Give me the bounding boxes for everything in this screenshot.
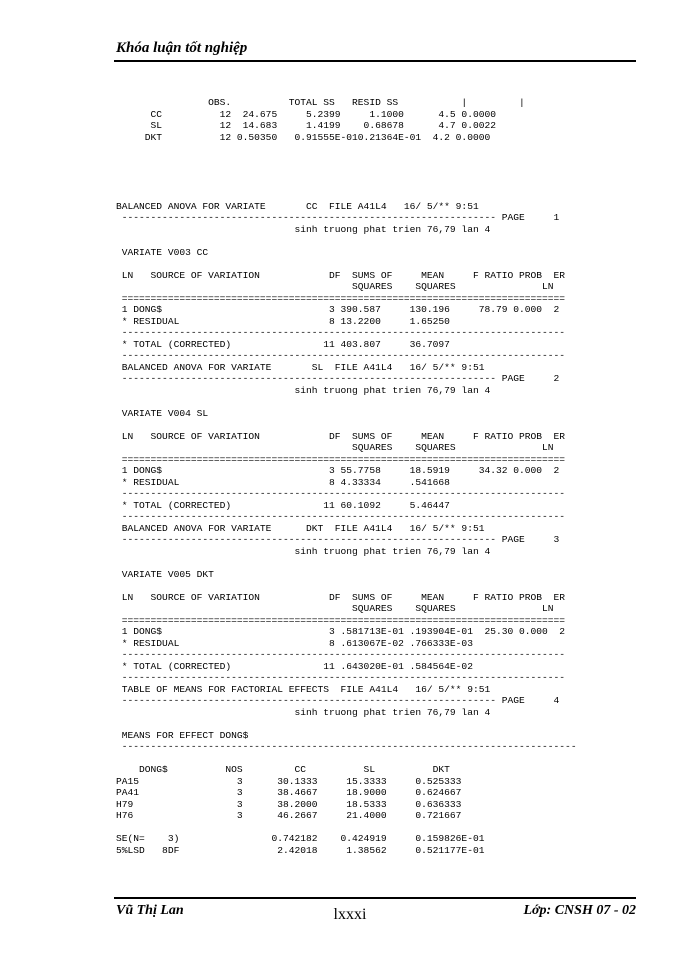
output-line — [116, 557, 577, 569]
output-line: * RESIDUAL 8 4.33334 .541668 — [116, 476, 450, 488]
output-line: BALANCED ANOVA FOR VARIATE DKT FILE A41L4 16/ 5/** 9:51 — [116, 522, 485, 534]
output-line: sinh truong phat trien 76,79 lan 4 — [116, 706, 491, 718]
output-line: PA41 3 38.4667 18.9000 0.624667 — [116, 787, 462, 798]
output-line: 1 DONG$ 3 .581713E-01 .193904E-01 25.30 0.000 2 — [116, 626, 566, 637]
output-line: ----------------------------------------------------------------------------- — [116, 672, 566, 683]
output-line: ----------------------------------------------------------------- PAGE 4 — [116, 695, 560, 706]
output-line: ----------------------------------------------------------------- PAGE 2 — [116, 373, 560, 384]
output-line — [116, 178, 577, 190]
output-line: PA15 3 30.1333 15.3333 0.525333 — [116, 775, 462, 787]
output-line: 5%LSD 8DF 2.42018 1.38562 0.521177E-01 — [116, 844, 485, 856]
output-line: * RESIDUAL 8 13.2200 1.65250 — [116, 315, 450, 327]
output-line: * RESIDUAL 8 .613067E-02 .766333E-03 — [116, 637, 473, 649]
header-title: Khóa luận tốt nghiệp — [116, 40, 248, 56]
output-line: LN SOURCE OF VARIATION DF SUMS OF MEAN F RATIO PROB ER — [116, 269, 566, 281]
output-line — [116, 155, 577, 167]
output-line: VARIATE V004 SL — [116, 407, 209, 419]
output-line — [116, 822, 577, 834]
output-line: H79 3 38.2000 18.5333 0.636333 — [116, 798, 462, 810]
output-line: ----------------------------------------------------------------------------- — [116, 649, 566, 660]
output-line: SQUARES SQUARES LN — [116, 603, 554, 614]
output-line: * TOTAL (CORRECTED) 11 403.807 36.7097 — [116, 338, 450, 350]
output-line: ============================================================================= — [116, 292, 566, 304]
output-line — [116, 235, 577, 247]
output-line: ----------------------------------------------------------------- PAGE 3 — [116, 534, 560, 545]
output-line: LN SOURCE OF VARIATION DF SUMS OF MEAN F RATIO PROB ER — [116, 591, 566, 603]
output-line: ============================================================================= — [116, 614, 566, 626]
output-line: ----------------------------------------------------------------------------- — [116, 488, 566, 499]
output-line: sinh truong phat trien 76,79 lan 4 — [116, 545, 491, 557]
output-line: ------------------------------------------------------------------------------- — [116, 741, 577, 752]
output-line: 1 DONG$ 3 390.587 130.196 78.79 0.000 2 — [116, 304, 560, 315]
output-line: DKT 12 0.50350 0.91555E-010.21364E-01 4.2 0.0000 — [116, 131, 491, 143]
output-line: sinh truong phat trien 76,79 lan 4 — [116, 384, 491, 396]
output-line: SE(N= 3) 0.742182 0.424919 0.159826E-01 — [116, 833, 485, 844]
output-line: 1 DONG$ 3 55.7758 18.5919 34.32 0.000 2 — [116, 465, 560, 476]
header-rule — [114, 60, 636, 62]
output-line: H76 3 46.2667 21.4000 0.721667 — [116, 810, 462, 821]
output-line: BALANCED ANOVA FOR VARIATE SL FILE A41L4 16/ 5/** 9:51 — [116, 361, 485, 373]
statistical-output — [116, 97, 577, 856]
output-line — [116, 143, 577, 155]
output-line — [116, 258, 577, 270]
output-line: ----------------------------------------------------------------------------- — [116, 327, 566, 338]
footer-author: Vũ Thị Lan — [116, 903, 184, 918]
output-line — [116, 753, 577, 765]
output-line — [116, 166, 577, 178]
output-line: * TOTAL (CORRECTED) 11 60.1092 5.46447 — [116, 499, 450, 511]
page-number: lxxxi — [333, 906, 367, 923]
output-line — [116, 580, 577, 592]
footer-class: Lớp: CNSH 07 - 02 — [523, 903, 636, 918]
output-line: * TOTAL (CORRECTED) 11 .643020E-01 .584564E-02 — [116, 660, 473, 672]
output-line — [116, 718, 577, 730]
output-line: LN SOURCE OF VARIATION DF SUMS OF MEAN F RATIO PROB ER — [116, 430, 566, 442]
output-line: SQUARES SQUARES LN — [116, 442, 554, 453]
output-line: VARIATE V005 DKT — [116, 568, 214, 580]
output-line: CC 12 24.675 5.2399 1.1000 4.5 0.0000 — [116, 108, 496, 120]
output-line: ----------------------------------------------------------------------------- — [116, 511, 566, 522]
output-line: DONG$ NOS CC SL DKT — [116, 764, 450, 775]
output-line: TABLE OF MEANS FOR FACTORIAL EFFECTS FILE A41L4 16/ 5/** 9:51 — [116, 683, 491, 695]
output-line — [116, 419, 577, 431]
output-line: VARIATE V003 CC — [116, 246, 209, 258]
output-line: sinh truong phat trien 76,79 lan 4 — [116, 223, 491, 235]
footer-rule — [114, 897, 636, 899]
output-line — [116, 396, 577, 408]
output-line: ----------------------------------------------------------------- PAGE 1 — [116, 212, 560, 223]
output-line — [116, 189, 577, 201]
output-line: SL 12 14.683 1.4199 0.68678 4.7 0.0022 — [116, 120, 496, 131]
output-line: ----------------------------------------------------------------------------- — [116, 350, 566, 361]
output-line: OBS. TOTAL SS RESID SS | | — [116, 97, 525, 108]
output-line: SQUARES SQUARES LN — [116, 281, 554, 292]
output-line: MEANS FOR EFFECT DONG$ — [116, 729, 249, 741]
output-line: BALANCED ANOVA FOR VARIATE CC FILE A41L4 16/ 5/** 9:51 — [116, 200, 479, 212]
output-line: ============================================================================= — [116, 453, 566, 465]
